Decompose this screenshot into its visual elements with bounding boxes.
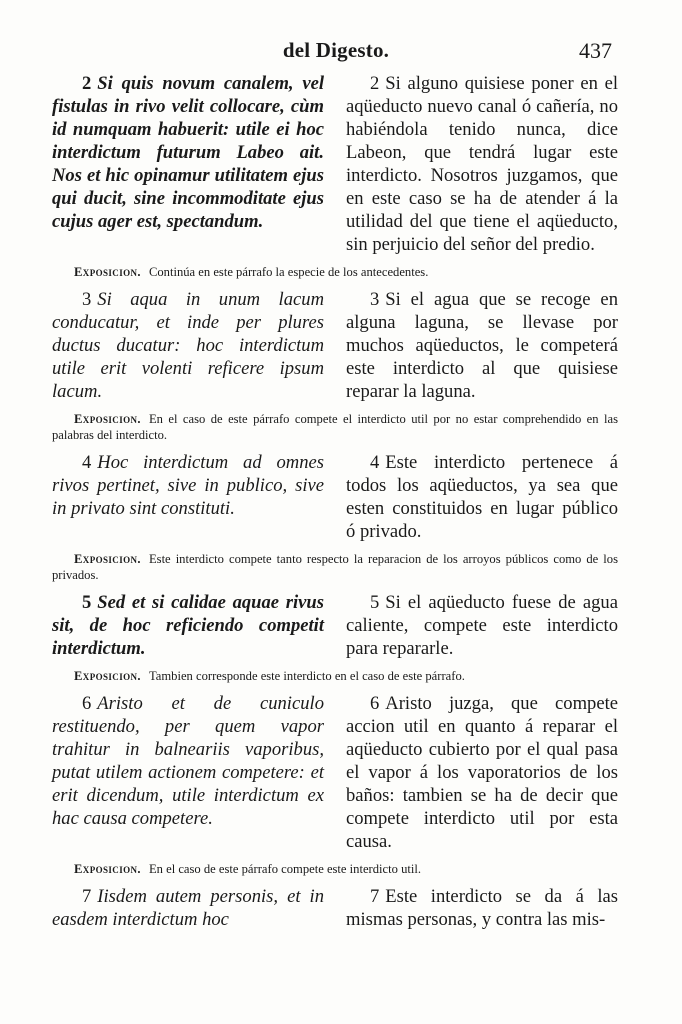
paragraph-pair-3 bbox=[52, 288, 618, 403]
spanish-text: 7 Este interdicto se da á las mismas personas, y contra las mis- bbox=[346, 886, 618, 930]
page-number: 437 bbox=[579, 38, 612, 63]
paragraph-number: 7 bbox=[370, 886, 380, 907]
latin-text: 3 Si aqua in unum lacum conducatur, et inde per plures ductus ducatur: hoc interdictum utile erit volenti reficere ipsum lacum. bbox=[52, 289, 324, 402]
exposition-label: Exposicion. bbox=[74, 669, 141, 683]
exposition-label: Exposicion. bbox=[74, 265, 141, 279]
paragraph-pair-2 bbox=[52, 72, 618, 256]
paragraph-number: 2 bbox=[82, 73, 92, 94]
paragraph-number: 4 bbox=[370, 452, 380, 473]
paragraph-number: 3 bbox=[370, 289, 380, 310]
paragraph-number: 6 bbox=[370, 693, 380, 714]
paragraph-number: 6 bbox=[82, 693, 92, 714]
paragraph-pair-4 bbox=[52, 451, 618, 543]
spanish-text: 4 Este interdicto pertenece á todos los aqüeductos, ya sea que esten constituidos en lugar público ó privado. bbox=[346, 452, 618, 542]
latin-text: 4 Hoc interdictum ad omnes rivos pertinet, sive in publico, sive in privato sint constituti. bbox=[52, 452, 324, 519]
paragraph-number: 4 bbox=[82, 452, 92, 473]
latin-text: 7 Iisdem autem personis, et in easdem interdictum hoc bbox=[52, 886, 324, 930]
paragraph-number: 5 bbox=[82, 592, 92, 613]
exposition: Exposicion. En el caso de este párrafo compete el interdicto util por no estar comprehendido en las palabras del interdicto. bbox=[52, 412, 618, 442]
spanish-text: 6 Aristo juzga, que compete accion util en quanto á reparar el aqüeducto cubierto por el qual pasa el vapor á los vaporatorios de los baños: tambien se ha de decir que compete interdicto util por esta causa. bbox=[346, 693, 618, 852]
exposition: Exposicion. Tambien corresponde este interdicto en el caso de este párrafo. bbox=[74, 669, 465, 683]
latin-text: 6 Aristo et de cuniculo restituendo, per quem vapor trahitur in balneariis vaporibus, putat utilem actionem competere: et erit dicendum, utile interdictum ex hac causa competere. bbox=[52, 693, 324, 829]
exposition: Exposicion. Este interdicto compete tanto respecto la reparacion de los arroyos públicos como de los privados. bbox=[52, 552, 618, 582]
paragraph-number: 2 bbox=[370, 73, 380, 94]
page-header bbox=[60, 38, 612, 68]
spanish-text: 3 Si el agua que se recoge en alguna laguna, se llevase por muchos aqüeductos, le competerá este interdicto al que quisiese reparar la laguna. bbox=[346, 289, 618, 402]
paragraph-pair-6 bbox=[52, 692, 618, 853]
exposition-label: Exposicion. bbox=[74, 862, 141, 876]
spanish-text: 2 Si alguno quisiese poner en el aqüeducto nuevo canal ó cañería, no habiéndola tenido nunca, dice Labeon, que tendrá lugar este interdicto. Nosotros juzgamos, que en este caso se ha de atender á la utilidad del que tiene el aqüeducto, sin perjuicio del señor del predio. bbox=[346, 73, 618, 255]
spanish-text: 5 Si el aqüeducto fuese de agua caliente, compete este interdicto para repararle. bbox=[346, 592, 618, 659]
paragraph-pair-7 bbox=[52, 885, 618, 931]
exposition: Exposicion. En el caso de este párrafo compete este interdicto util. bbox=[74, 862, 422, 876]
page-body bbox=[52, 72, 618, 931]
exposition-label: Exposicion. bbox=[74, 552, 141, 566]
latin-text: 5 Sed et si calidae aquae rivus sit, de hoc reficiendo competit interdictum. bbox=[52, 592, 324, 659]
paragraph-number: 3 bbox=[82, 289, 92, 310]
paragraph-number: 7 bbox=[82, 886, 92, 907]
exposition-label: Exposicion. bbox=[74, 412, 141, 426]
paragraph-number: 5 bbox=[370, 592, 380, 613]
exposition: Exposicion. Continúa en este párrafo la especie de los antecedentes. bbox=[74, 265, 429, 279]
running-title: del Digesto. bbox=[282, 38, 390, 62]
latin-text: 2 Si quis novum canalem, vel fistulas in rivo velit collocare, cùm id numquam habuerit: utile ei hoc interdictum futurum Labeo ait. Nos et hic opinamur utilitatem ejus qui ducit, sine incommoditate ejus cujus ager est, spectandum. bbox=[52, 73, 324, 232]
paragraph-pair-5 bbox=[52, 591, 618, 660]
